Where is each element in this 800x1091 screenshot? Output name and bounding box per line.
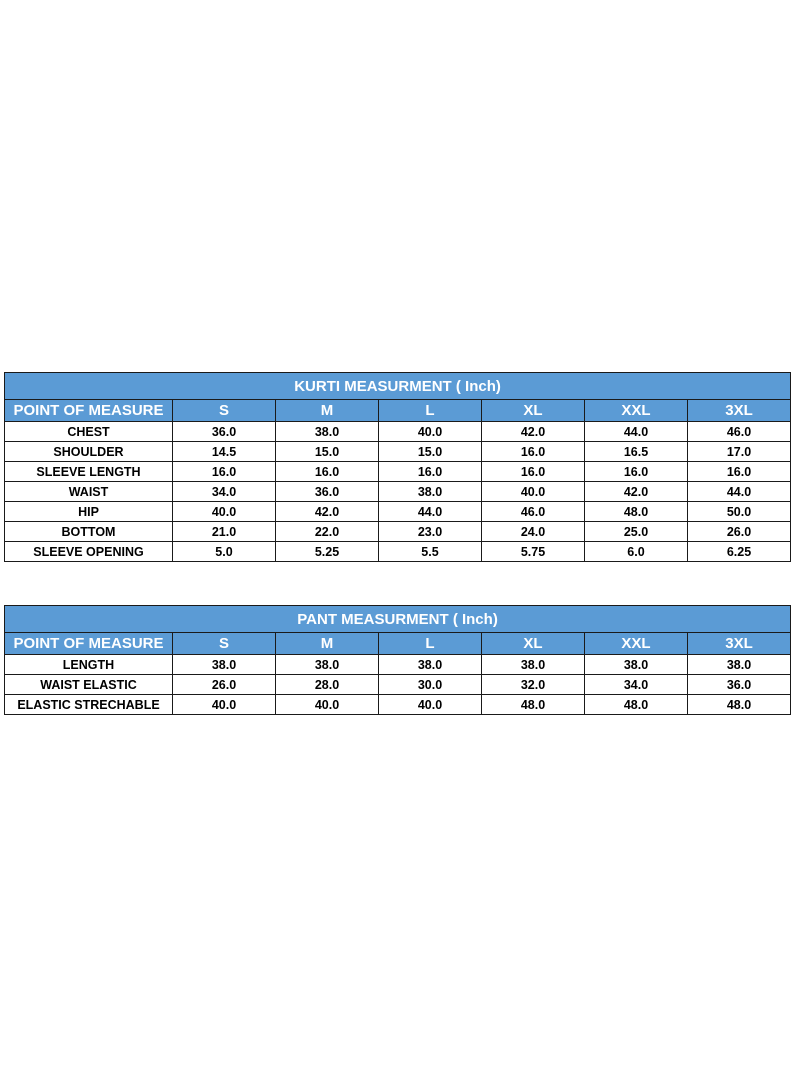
table-row: [5, 482, 791, 502]
header-size-m: M: [276, 400, 379, 422]
table-cell: 24.0: [482, 522, 585, 542]
table-cell: 6.25: [688, 542, 791, 562]
measure-label: ELASTIC STRECHABLE: [5, 695, 173, 715]
header-point-of-measure: POINT OF MEASURE: [5, 633, 173, 655]
table-cell: 42.0: [482, 422, 585, 442]
header-size-3xl: 3XL: [688, 633, 791, 655]
measure-label: WAIST: [5, 482, 173, 502]
table-cell: 38.0: [585, 655, 688, 675]
kurti-header-row: [5, 400, 791, 422]
table-cell: 38.0: [482, 655, 585, 675]
measure-label: BOTTOM: [5, 522, 173, 542]
kurti-title-row: [5, 373, 791, 400]
pant-measurement-table: [4, 605, 791, 715]
table-cell: 15.0: [379, 442, 482, 462]
table-row: [5, 542, 791, 562]
table-cell: 42.0: [276, 502, 379, 522]
table-cell: 46.0: [688, 422, 791, 442]
header-size-s: S: [173, 400, 276, 422]
table-cell: 36.0: [276, 482, 379, 502]
table-cell: 5.5: [379, 542, 482, 562]
table-cell: 44.0: [585, 422, 688, 442]
header-size-xl: XL: [482, 400, 585, 422]
table-cell: 40.0: [173, 502, 276, 522]
header-size-xxl: XXL: [585, 400, 688, 422]
header-size-s: S: [173, 633, 276, 655]
table-cell: 16.0: [173, 462, 276, 482]
table-cell: 48.0: [585, 695, 688, 715]
header-size-xxl: XXL: [585, 633, 688, 655]
measure-label: SLEEVE LENGTH: [5, 462, 173, 482]
table-cell: 16.0: [585, 462, 688, 482]
table-row: [5, 442, 791, 462]
table-cell: 15.0: [276, 442, 379, 462]
header-size-m: M: [276, 633, 379, 655]
table-cell: 22.0: [276, 522, 379, 542]
table-cell: 34.0: [173, 482, 276, 502]
table-cell: 38.0: [379, 482, 482, 502]
table-row: [5, 422, 791, 442]
table-cell: 38.0: [276, 655, 379, 675]
measure-label: SHOULDER: [5, 442, 173, 462]
pant-title-row: [5, 606, 791, 633]
table-cell: 38.0: [276, 422, 379, 442]
table-cell: 23.0: [379, 522, 482, 542]
table-cell: 44.0: [688, 482, 791, 502]
table-cell: 50.0: [688, 502, 791, 522]
table-cell: 30.0: [379, 675, 482, 695]
table-row: [5, 655, 791, 675]
table-cell: 38.0: [688, 655, 791, 675]
table-row: [5, 695, 791, 715]
measure-label: SLEEVE OPENING: [5, 542, 173, 562]
measure-label: HIP: [5, 502, 173, 522]
pant-table-title: PANT MEASURMENT ( Inch): [5, 606, 791, 633]
measure-label: CHEST: [5, 422, 173, 442]
measure-label: LENGTH: [5, 655, 173, 675]
table-cell: 5.25: [276, 542, 379, 562]
table-cell: 40.0: [379, 422, 482, 442]
table-cell: 40.0: [276, 695, 379, 715]
table-cell: 34.0: [585, 675, 688, 695]
pant-header-row: [5, 633, 791, 655]
measure-label: WAIST ELASTIC: [5, 675, 173, 695]
table-cell: 48.0: [482, 695, 585, 715]
table-cell: 48.0: [688, 695, 791, 715]
table-row: [5, 462, 791, 482]
table-cell: 16.0: [276, 462, 379, 482]
table-cell: 5.0: [173, 542, 276, 562]
table-cell: 44.0: [379, 502, 482, 522]
table-cell: 38.0: [379, 655, 482, 675]
table-cell: 46.0: [482, 502, 585, 522]
table-cell: 48.0: [585, 502, 688, 522]
table-row: [5, 522, 791, 542]
table-cell: 36.0: [173, 422, 276, 442]
table-cell: 6.0: [585, 542, 688, 562]
table-cell: 16.0: [688, 462, 791, 482]
table-cell: 28.0: [276, 675, 379, 695]
table-row: [5, 675, 791, 695]
table-cell: 40.0: [173, 695, 276, 715]
table-cell: 38.0: [173, 655, 276, 675]
header-size-xl: XL: [482, 633, 585, 655]
kurti-measurement-table: [4, 372, 791, 562]
table-cell: 5.75: [482, 542, 585, 562]
table-cell: 26.0: [173, 675, 276, 695]
table-cell: 16.0: [482, 462, 585, 482]
table-cell: 42.0: [585, 482, 688, 502]
table-cell: 16.5: [585, 442, 688, 462]
table-cell: 26.0: [688, 522, 791, 542]
kurti-table-title: KURTI MEASURMENT ( Inch): [5, 373, 791, 400]
table-cell: 25.0: [585, 522, 688, 542]
header-size-l: L: [379, 400, 482, 422]
table-cell: 14.5: [173, 442, 276, 462]
table-cell: 16.0: [379, 462, 482, 482]
table-cell: 16.0: [482, 442, 585, 462]
table-row: [5, 502, 791, 522]
table-cell: 40.0: [379, 695, 482, 715]
header-size-l: L: [379, 633, 482, 655]
header-point-of-measure: POINT OF MEASURE: [5, 400, 173, 422]
table-cell: 40.0: [482, 482, 585, 502]
header-size-3xl: 3XL: [688, 400, 791, 422]
table-cell: 32.0: [482, 675, 585, 695]
table-cell: 21.0: [173, 522, 276, 542]
table-cell: 17.0: [688, 442, 791, 462]
table-cell: 36.0: [688, 675, 791, 695]
